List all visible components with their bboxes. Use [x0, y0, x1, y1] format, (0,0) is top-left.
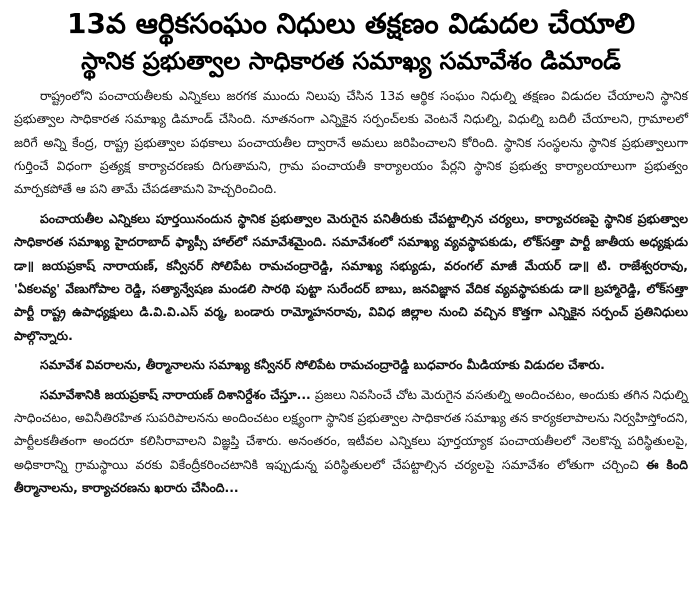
- article-paragraph-2: పంచాయతీల ఎన్నికలు పూర్తయినందున స్థానిక ప్రభుత్వాల మెరుగైన పనితీరుకు చేపట్టాల్సిన చర్యలు, కార్యాచరణపై స్థానిక ప్రభుత్వాల సాధికారత సమాఖ్య హైదరాబాద్ ఫ్యాప్సీ హాల్‌లో సమావేశమైంది. సమావేశంలో సమాఖ్య వ్యవస్థాపకుడు, లోక్‌సత్తా పార్టీ జాతీయ అధ్యక్షుడు డా॥ జయప్రకాష్ నారాయణ్, కన్వీనర్ సోలిపేట రామచంద్రారెడ్డి, సమాఖ్య సభ్యుడు, వరంగల్ మాజీ మేయర్ డా॥ టి. రాజేశ్వరరావు, 'ఏకలవ్య' వేణుగోపాల రెడ్డి, సత్యాన్వేషణ మండలి సారథి పుట్టా సురేందర్ బాబు, జనవిజ్ఞాన వేదిక వ్యవస్థాపకుడు డా॥ బ్రహ్మారెడ్డి, లోక్‌సత్తా పార్టీ రాష్ట్ర ఉపాధ్యక్షులు డి.వి.వి.ఎస్ వర్మ, బండారు రామ్మోహనరావు, వివిధ జిల్లాల నుంచి వచ్చిన కొత్తగా ఎన్నికైన సర్పంచ్ ప్రతినిధులు పాల్గొన్నారు.: [14, 210, 688, 343]
- article-paragraph-1: రాష్ట్రంలోని పంచాయతీలకు ఎన్నికలు జరగక ముందు నిలుపు చేసిన 13వ ఆర్థిక సంఘం నిధుల్ని తక్షణం విడుదల చేయాలని స్థానిక ప్రభుత్వాల సాధికారత సమాఖ్య డిమాండ్ చేసింది. నూతనంగా ఎన్నికైన సర్పంచ్‌లకు వెంటనే నిధుల్ని, విధుల్ని బదిలీ చేయాలని, గ్రామాలలో జరిగే అన్ని కేంద్ర, రాష్ట్ర ప్రభుత్వాల పథకాలు పంచాయతీల ద్వారానే అమలు జరిపించాలని కోరింది. స్థానిక సంస్థలను స్థానిక ప్రభుత్వాలుగా గుర్తించే విధంగా ప్రత్యక్ష కార్యాచరణకు దిగుతామని, గ్రామ పంచాయతీ కార్యాలయం పేర్లని స్థానిక ప్రభుత్వ కార్యాలయాలుగా ప్రభుత్వం మార్పకపోతే ఆ పని తామే చేపడతామని హెచ్చరించింది.: [14, 87, 688, 197]
- paragraph-tail-text: ఈ కింది తీర్మానాలను, కార్యాచరణను ఖరారు చేసింది...: [14, 456, 688, 496]
- headline-primary: 13వ ఆర్థికసంఘం నిధులు తక్షణం విడుదల చేయాలి: [67, 7, 635, 40]
- article-paragraph-3: సమావేశ వివరాలను, తీర్మానాలను సమాఖ్య కన్వీనర్ సోలిపేట రామచంద్రారెడ్డి బుధవారం మీడియాకు విడుదల చేశారు.: [40, 357, 605, 373]
- article-paragraph-4: [14, 383, 688, 500]
- article-body: [14, 84, 688, 500]
- headline-secondary: స్థానిక ప్రభుత్వాల సాధికారత సమాఖ్య సమావేశం డిమాండ్: [81, 47, 621, 76]
- paragraph-body-text: ప్రజలు నివసించే చోట మెరుగైన వసతుల్ని అందించటం, అందుకు తగిన నిధుల్ని సాధించటం, అవినీతిరహిత సుపరిపాలనను అందించటం లక్ష్యంగా స్థానిక ప్రభుత్వాల సాధికారత సమాఖ్య తన కార్యకలాపాలను నిర్వహిస్తోందని, పార్టీలకతీతంగా అందరూ కలిసిరావాలని విజ్ఞప్తి చేశారు. అనంతరం, ఇటీవల ఎన్నికలు పూర్తయ్యాక పంచాయతీలలో నెలకొన్న పరిస్థితులపై, అధికారాన్ని గ్రామస్థాయి వరకు వికేంద్రీకరించటానికి ఇప్పుడున్న పరిస్థితులలో చేపట్టాల్సిన చర్యలపై సమావేశం లోతుగా చర్చించి: [14, 386, 688, 472]
- paragraph-lead-text: సమావేశానికి జయప్రకాష్ నారాయణ్ దిశానిర్దేశం చేస్తూ...: [40, 386, 311, 402]
